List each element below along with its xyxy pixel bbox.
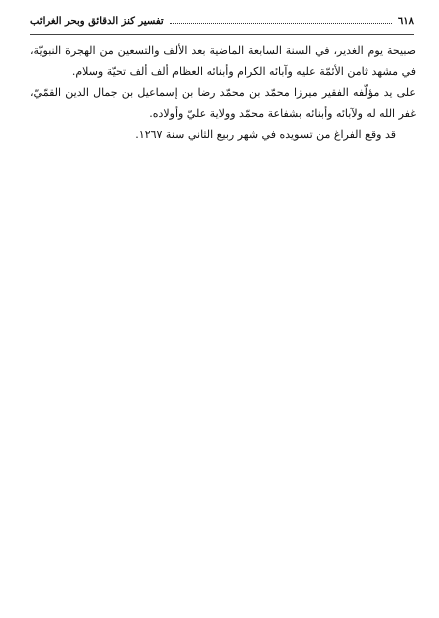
running-title: تفسير كنز الدقائق وبحر الغرائب bbox=[30, 15, 164, 27]
page-header bbox=[30, 11, 414, 31]
leader-dots bbox=[170, 23, 392, 24]
header-rule bbox=[30, 34, 414, 35]
paragraph-colophon-completion: قد وقع الفراغ من تسويده في شهر ربيع الثاني سنة ١٢٦٧. bbox=[135, 128, 396, 141]
paragraph-colophon-author: على يد مؤلّفه الفقير ميرزا محمّد بن محمّد رضا بن إسماعيل بن جمال الدين القمّيّ، غفر الله له ولآبائه وأبنائه بشفاعة محمّد وولاية عليّ وأولاده. bbox=[30, 86, 416, 120]
paragraph-colophon-date: صبيحة يوم الغدير، في السنة السابعة الماضية بعد الألف والتسعين من الهجرة النبويّة، في مشهد ثامن الأئمّة عليه وآبائه الكرام وأبنائه العظام ألف ألف تحيّة وسلام. bbox=[30, 44, 416, 78]
main-text bbox=[30, 40, 416, 145]
page-number: ٦١٨ bbox=[397, 15, 414, 27]
